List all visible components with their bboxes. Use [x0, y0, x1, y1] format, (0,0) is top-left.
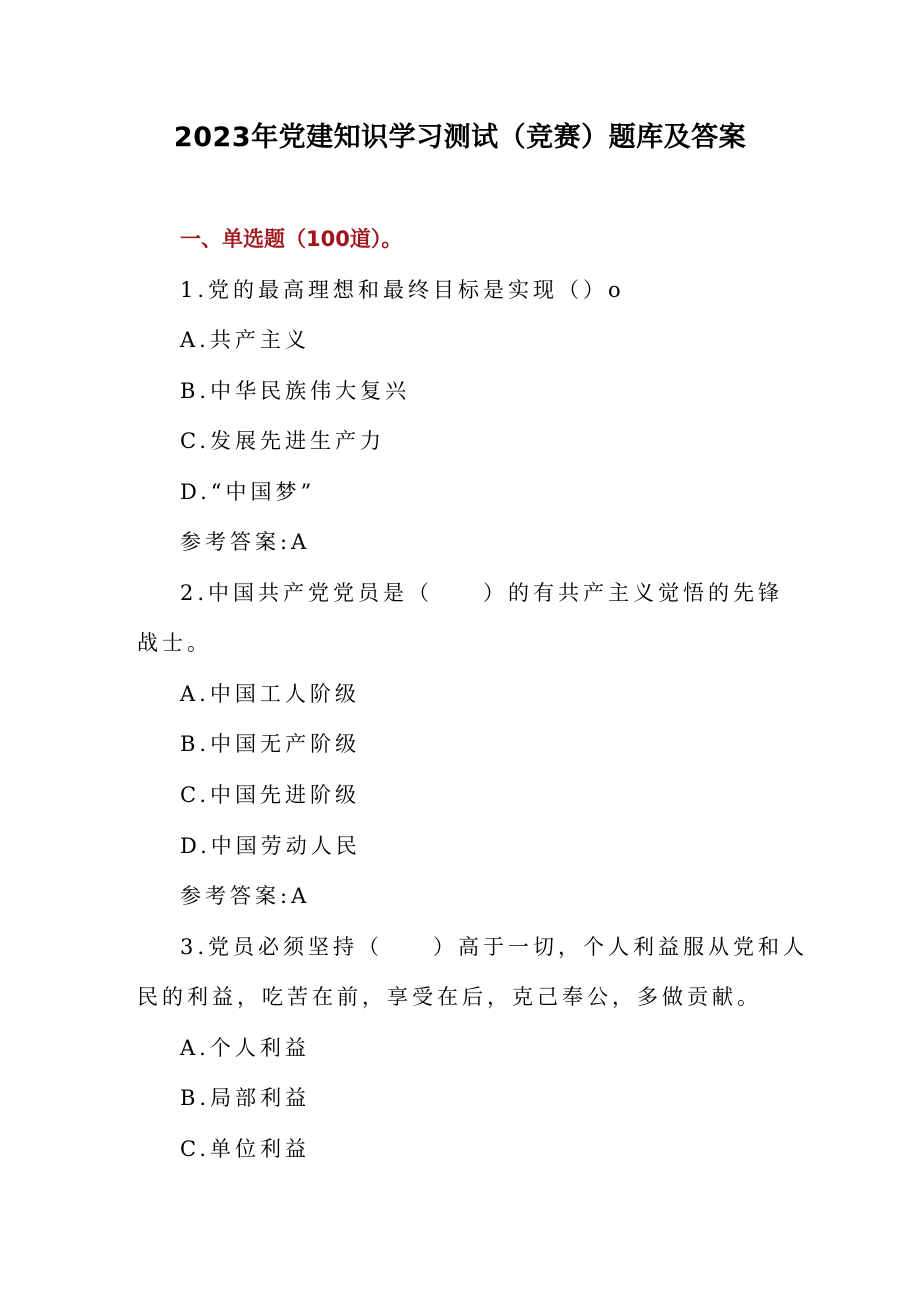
question-1-option-c: C.发展先进生产力	[180, 429, 385, 453]
question-2-stem-line-2: 战士。	[137, 631, 212, 655]
question-2-option-b: B.中国无产阶级	[180, 732, 361, 756]
question-2-option-d: D.中国劳动人民	[180, 834, 361, 858]
question-1-stem: 1.党的最高理想和最终目标是实现（）o	[180, 278, 625, 302]
question-3-stem-line-2: 民的利益，吃苦在前，享受在后，克己奉公，多做贡献。	[137, 985, 762, 1009]
document-title: 2023年党建知识学习测试（竞赛）题库及答案	[173, 122, 747, 153]
question-1-option-d: D.“中国梦”	[180, 480, 316, 504]
question-2-option-c: C.中国先进阶级	[180, 783, 360, 807]
question-1-option-a: A.共产主义	[180, 328, 310, 352]
section-heading: 一、单选题（100道）。	[180, 227, 403, 251]
question-1-option-b: B.中华民族伟大复兴	[180, 379, 411, 403]
question-3-option-b: B.局部利益	[180, 1086, 311, 1110]
question-2-answer: 参考答案:A	[180, 884, 311, 908]
question-3-stem-line-1: 3.党员必须坚持（ ）高于一切，个人利益服从党和人	[180, 935, 809, 959]
question-2-stem-line-1: 2.中国共产党党员是（ ）的有共产主义觉悟的先锋	[180, 581, 784, 605]
question-3-option-a: A.个人利益	[180, 1036, 310, 1060]
question-1-answer: 参考答案:A	[180, 530, 311, 554]
question-3-option-c: C.单位利益	[180, 1137, 310, 1161]
question-2-option-a: A.中国工人阶级	[180, 682, 360, 706]
